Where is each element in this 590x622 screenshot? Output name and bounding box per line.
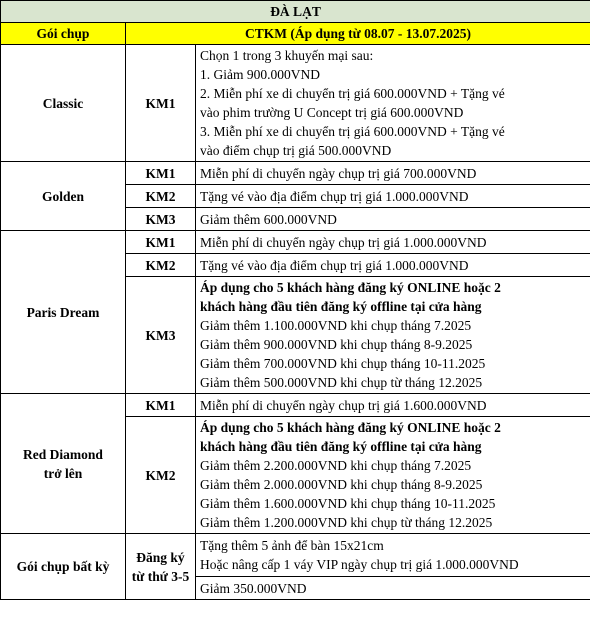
km-code — [126, 534, 196, 600]
desc-line: Giảm thêm 1.200.000VND khi chụp từ tháng 12.2025 — [200, 515, 493, 530]
km-code: KM1 — [126, 394, 196, 417]
table-row — [1, 534, 590, 577]
promo-desc: Miễn phí di chuyển ngày chụp trị giá 1.000.000VND — [196, 231, 590, 254]
km-code: KM1 — [126, 231, 196, 254]
desc-line: Giảm thêm 500.000VND khi chụp từ tháng 12.2025 — [200, 375, 483, 390]
promo-desc: Miễn phí di chuyển ngày chụp trị giá 700.000VND — [196, 162, 590, 185]
km-code: KM1 — [126, 162, 196, 185]
promo-desc — [196, 45, 590, 162]
km-code: KM3 — [126, 277, 196, 394]
km-code: KM2 — [126, 254, 196, 277]
promo-desc: Tặng vé vào địa điểm chụp trị giá 1.000.000VND — [196, 254, 590, 277]
table-row — [1, 394, 590, 417]
desc-line-bold: Áp dụng cho 5 khách hàng đăng ký ONLINE hoặc 2 — [200, 280, 501, 295]
header-package: Gói chụp — [1, 23, 126, 45]
desc-line: Giảm thêm 900.000VND khi chụp tháng 8-9.2025 — [200, 337, 473, 352]
desc-line: vào điểm chụp trị giá 500.000VND — [200, 143, 392, 158]
package-golden: Golden — [1, 162, 126, 231]
promo-desc: Giảm 350.000VND — [196, 577, 590, 600]
table-row — [1, 162, 590, 185]
km-code: KM2 — [126, 185, 196, 208]
desc-line: Giảm thêm 2.200.000VND khi chụp tháng 7.2025 — [200, 458, 472, 473]
promo-desc: Tặng vé vào địa điểm chụp trị giá 1.000.000VND — [196, 185, 590, 208]
desc-line: Chọn 1 trong 3 khuyến mại sau: — [200, 48, 374, 63]
desc-line-bold: khách hàng đầu tiên đăng ký offline tại cửa hàng — [200, 439, 482, 454]
desc-line-bold: khách hàng đầu tiên đăng ký offline tại cửa hàng — [200, 299, 482, 314]
promo-desc — [196, 417, 590, 534]
promo-desc: Giảm thêm 600.000VND — [196, 208, 590, 231]
table-title: ĐÀ LẠT — [1, 1, 590, 23]
desc-line: Giảm thêm 1.600.000VND khi chụp tháng 10-11.2025 — [200, 496, 496, 511]
desc-line: Giảm thêm 700.000VND khi chụp tháng 10-11.2025 — [200, 356, 486, 371]
promo-desc — [196, 534, 590, 577]
desc-line: Giảm thêm 2.000.000VND khi chụp tháng 8-9.2025 — [200, 477, 483, 492]
desc-line: Giảm thêm 1.100.000VND khi chụp tháng 7.2025 — [200, 318, 472, 333]
package-red-diamond — [1, 394, 126, 534]
promo-desc: Miễn phí di chuyển ngày chụp trị giá 1.600.000VND — [196, 394, 590, 417]
km-code: KM2 — [126, 417, 196, 534]
desc-line: 3. Miễn phí xe di chuyển trị giá 600.000VND + Tặng vé — [200, 124, 505, 139]
header-promo: CTKM (Áp dụng từ 08.07 - 13.07.2025) — [126, 23, 590, 45]
desc-line: 1. Giảm 900.000VND — [200, 67, 320, 82]
table-row — [1, 231, 590, 254]
promo-desc — [196, 277, 590, 394]
desc-line: Tặng thêm 5 ảnh để bàn 15x21cm — [200, 538, 384, 553]
km-line: từ thứ 3-5 — [131, 568, 190, 584]
package-name-line: Red Diamond — [23, 446, 103, 462]
desc-line: vào phim trường U Concept trị giá 600.000VND — [200, 105, 464, 120]
desc-line-bold: Áp dụng cho 5 khách hàng đăng ký ONLINE hoặc 2 — [200, 420, 501, 435]
km-code: KM1 — [126, 45, 196, 162]
table-row — [1, 45, 590, 162]
desc-line: Hoặc nâng cấp 1 váy VIP ngày chụp trị giá 1.000.000VND — [200, 557, 519, 572]
km-code: KM3 — [126, 208, 196, 231]
desc-line: 2. Miễn phí xe di chuyển trị giá 600.000VND + Tặng vé — [200, 86, 505, 101]
km-line: Đăng ký — [136, 549, 185, 565]
package-name-line: trở lên — [43, 465, 83, 481]
package-paris-dream: Paris Dream — [1, 231, 126, 394]
package-any: Gói chụp bất kỳ — [1, 534, 126, 600]
package-classic: Classic — [1, 45, 126, 162]
